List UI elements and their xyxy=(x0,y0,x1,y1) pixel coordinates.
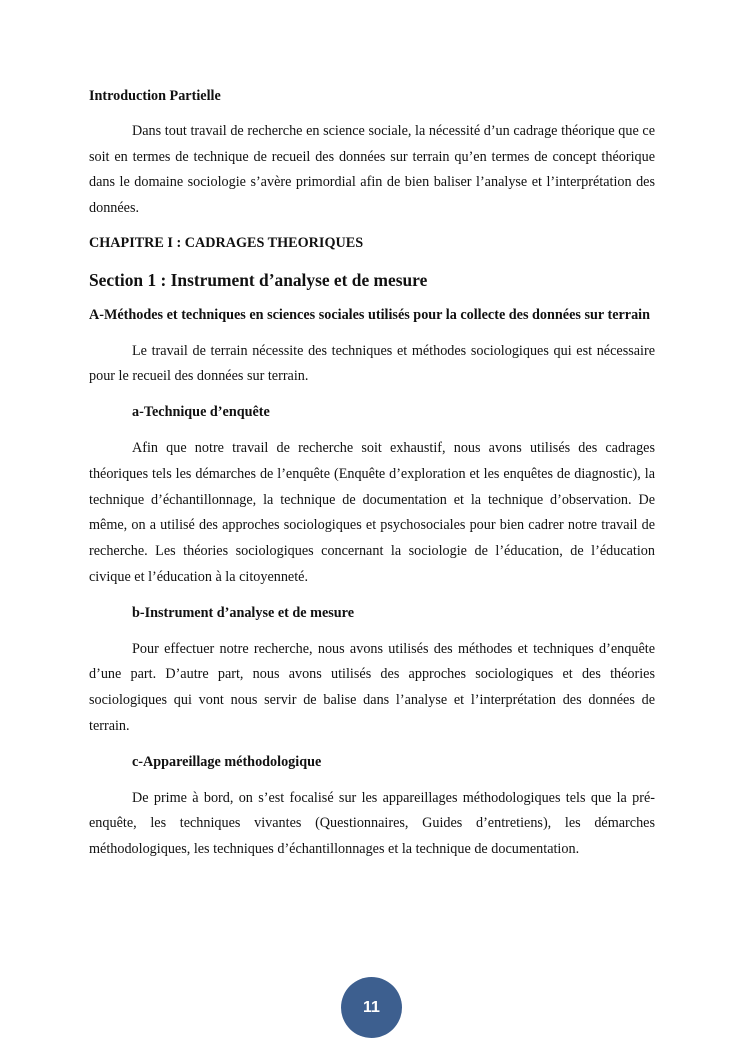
section-title: Section 1 : Instrument d’analyse et de mesure xyxy=(89,269,428,290)
document-page xyxy=(89,0,655,863)
intro-paragraph: Dans tout travail de recherche en science sociale, la nécessité d’un cadrage théorique que ce soit en termes de technique de recueil des données sur terrain qu’en termes de concept théorique dans le domaine sociologie s’avère primordial afin de bien baliser l’analyse et l’interprétation des données. xyxy=(89,122,655,217)
part-a-title: a-Technique d’enquête xyxy=(132,404,270,421)
subsection-a-paragraph: Le travail de terrain nécessite des techniques et méthodes sociologiques qui est nécessaire pour le recueil des données sur terrain. xyxy=(89,342,655,385)
page-number-badge xyxy=(341,977,402,1038)
page-number: 11 xyxy=(363,998,380,1016)
part-b-title: b-Instrument d’analyse et de mesure xyxy=(132,604,354,621)
part-a-paragraph: Afin que notre travail de recherche soit exhaustif, nous avons utilisés des cadrages théoriques tels les démarches de l’enquête (Enquête d’exploration et les enquêtes de diagnostic), la technique d’échantillonnage, la technique de documentation et la technique d’observation. De même, on a utilisé des approches sociologiques et psychosociales pour bien cadrer notre travail de recherche. Les théories sociologiques concernant la sociologie de l’éducation, de l’éducation civique et l’éducation à la citoyenneté. xyxy=(89,439,655,585)
part-c-paragraph: De prime à bord, on s’est focalisé sur les appareillages méthodologiques tels que la pré-enquête, les techniques vivantes (Questionnaires, Guides d’entretiens), les démarches méthodologiques, les techniques d’échantillonnages et la technique de documentation. xyxy=(89,789,655,858)
subsection-a-title: A-Méthodes et techniques en sciences sociales utilisés pour la collecte des données sur terrain xyxy=(89,306,651,323)
intro-title: Introduction Partielle xyxy=(89,88,221,104)
part-b-paragraph: Pour effectuer notre recherche, nous avons utilisés des méthodes et techniques d’enquête d’une part. D’autre part, nous avons utilisés des approches sociologiques et des théories sociologiques qui vont nous servir de balise dans l’analyse et l’interprétation des données de terrain. xyxy=(89,640,655,734)
part-c-title: c-Appareillage méthodologique xyxy=(132,753,322,770)
chapter-title: CHAPITRE I : CADRAGES THEORIQUES xyxy=(89,234,364,251)
